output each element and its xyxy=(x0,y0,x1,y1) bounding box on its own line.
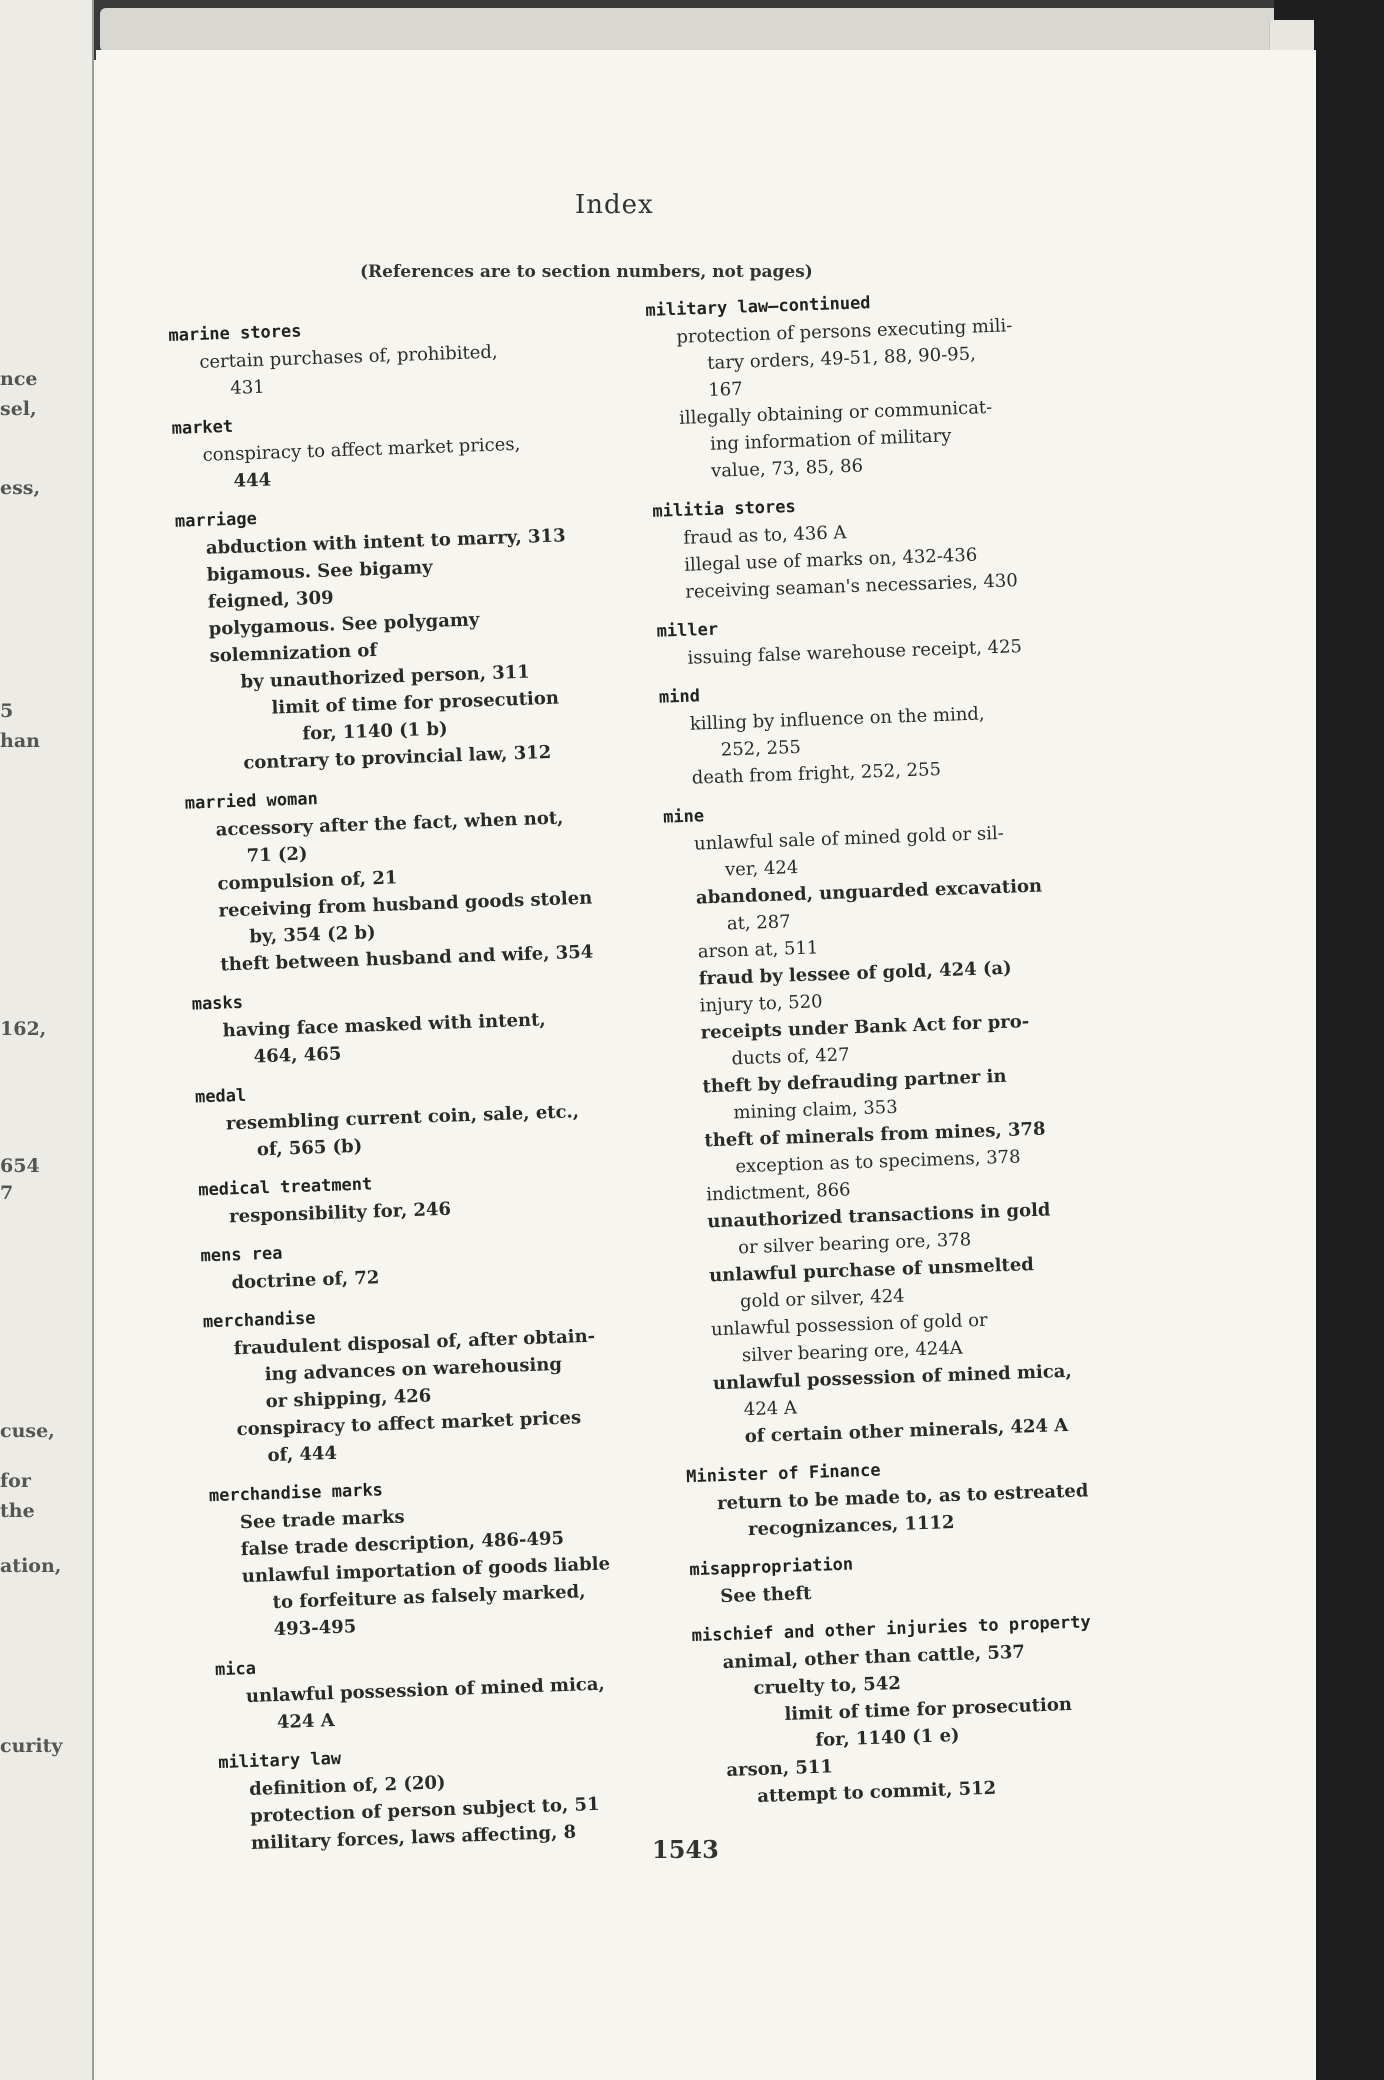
index-subentry: conspiracy to affect market prices, xyxy=(202,433,521,466)
index-subentry: theft by defrauding partner in xyxy=(702,1065,1007,1098)
bleed-fragment: 5 xyxy=(0,700,14,722)
index-heading: mischief and other injuries to property xyxy=(691,1612,1092,1647)
index-subentry: 71 (2) xyxy=(246,843,308,867)
index-heading: miller xyxy=(656,619,719,642)
index-subentry: animal, other than cattle, 537 xyxy=(722,1641,1026,1674)
index-column-right xyxy=(645,281,1188,1812)
index-subentry: by, 354 (2 b) xyxy=(249,922,376,948)
index-subentry: ing information of military xyxy=(709,425,952,455)
index-subentry: abduction with intent to marry, 313 xyxy=(205,525,566,559)
bleed-fragment: ess, xyxy=(0,477,41,499)
index-heading: masks xyxy=(191,992,244,1015)
bleed-fragment: sel, xyxy=(0,398,37,420)
index-subentry: doctrine of, 72 xyxy=(231,1267,380,1294)
index-subentry: feigned, 309 xyxy=(207,587,334,613)
index-subentry: mining claim, 353 xyxy=(733,1096,898,1124)
bleed-fragment: ation, xyxy=(0,1555,62,1577)
index-subentry: unlawful purchase of unsmelted xyxy=(708,1254,1035,1287)
index-subentry: limit of time for prosecution xyxy=(784,1693,1073,1725)
index-heading: Minister of Finance xyxy=(685,1460,881,1488)
index-subentry: exception as to specimens, 378 xyxy=(735,1146,1021,1178)
index-subentry: conspiracy to affect market prices xyxy=(236,1407,582,1441)
page-title: Index xyxy=(575,190,654,220)
index-subentry: of, 444 xyxy=(267,1442,338,1467)
index-subentry: solemnization of xyxy=(209,639,378,667)
index-subentry: 167 xyxy=(707,378,743,401)
index-subentry: receiving seaman's necessaries, 430 xyxy=(684,570,1019,603)
bleed-fragment: the xyxy=(0,1500,35,1522)
index-subentry: to forfeiture as falsely marked, xyxy=(272,1581,586,1614)
index-subentry: resembling current coin, sale, etc., xyxy=(225,1101,580,1135)
index-heading: mens rea xyxy=(200,1243,283,1267)
index-subentry: attempt to commit, 512 xyxy=(756,1777,997,1807)
index-subentry: receipts under Bank Act for pro- xyxy=(700,1011,1030,1044)
index-subentry: for, 1140 (1 e) xyxy=(815,1724,960,1751)
index-subentry: theft of minerals from mines, 378 xyxy=(704,1118,1046,1152)
bleed-fragment: nce xyxy=(0,368,38,390)
index-subentry: unlawful importation of goods liable xyxy=(241,1553,611,1588)
index-subentry: arson at, 511 xyxy=(697,937,819,963)
index-subentry: abandoned, unguarded excavation xyxy=(695,875,1043,909)
index-subentry: false trade description, 486-495 xyxy=(240,1527,565,1561)
index-subentry: unlawful sale of mined gold or sil- xyxy=(693,822,1005,855)
index-heading: marine stores xyxy=(168,321,302,346)
index-subentry: contrary to provincial law, 312 xyxy=(243,741,552,774)
bleed-fragment: for xyxy=(0,1470,31,1492)
index-heading: medal xyxy=(194,1085,247,1108)
index-subentry: value, 73, 85, 86 xyxy=(710,455,864,482)
index-subentry: illegally obtaining or communicat- xyxy=(678,396,993,429)
index-subentry: fraud as to, 436 A xyxy=(683,522,847,549)
index-subentry: receiving from husband goods stolen xyxy=(218,887,593,922)
index-column-left xyxy=(168,307,691,1858)
index-subentry: 424 A xyxy=(743,1397,798,1421)
adjacent-page-edge xyxy=(0,0,94,2080)
index-heading: mind xyxy=(658,686,701,708)
index-subentry: or shipping, 426 xyxy=(265,1385,432,1413)
index-subentry: tary orders, 49-51, 88, 90-95, xyxy=(706,343,977,374)
index-subentry: illegal use of marks on, 432-436 xyxy=(683,544,978,576)
index-heading: mine xyxy=(662,806,705,828)
index-subentry: ducts of, 427 xyxy=(731,1044,850,1070)
index-subentry: 252, 255 xyxy=(720,736,802,761)
index-subentry: unlawful possession of mined mica, xyxy=(245,1673,606,1708)
page-number: 1543 xyxy=(652,1835,719,1864)
index-subentry: silver bearing ore, 424A xyxy=(741,1337,964,1367)
index-heading: market xyxy=(171,416,234,439)
index-subentry: recognizances, 1112 xyxy=(747,1511,955,1541)
index-subentry: 493-495 xyxy=(273,1616,357,1641)
index-subentry: 424 A xyxy=(276,1710,336,1734)
index-subentry: ing advances on warehousing xyxy=(264,1353,563,1386)
index-subentry: accessory after the fact, when not, xyxy=(215,807,564,841)
bleed-fragment: curity xyxy=(0,1735,63,1757)
index-subentry: having face masked with intent, xyxy=(222,1009,546,1042)
index-subentry: killing by influence on the mind, xyxy=(689,703,985,735)
index-subentry: gold or silver, 424 xyxy=(739,1285,905,1313)
index-subentry: See trade marks xyxy=(239,1506,405,1534)
index-subentry: issuing false warehouse receipt, 425 xyxy=(687,636,1023,669)
index-heading: married woman xyxy=(184,789,319,814)
index-heading: marriage xyxy=(174,509,258,532)
index-subentry: death from fright, 252, 255 xyxy=(691,758,942,789)
index-subentry: military forces, laws affecting, 8 xyxy=(250,1821,577,1855)
bleed-fragment: 654 xyxy=(0,1155,40,1177)
index-subentry: compulsion of, 21 xyxy=(217,867,398,895)
index-subentry: unauthorized transactions in gold xyxy=(706,1199,1051,1233)
index-subentry: arson, 511 xyxy=(726,1756,834,1782)
bleed-fragment: cuse, xyxy=(0,1420,55,1442)
index-heading: militia stores xyxy=(652,496,797,522)
index-subentry: theft between husband and wife, 354 xyxy=(220,941,594,976)
bleed-fragment: han xyxy=(0,730,40,752)
page-subtitle: (References are to section numbers, not pages) xyxy=(360,262,813,282)
index-heading: medical treatment xyxy=(197,1174,373,1201)
bleed-fragment: 7 xyxy=(0,1182,14,1204)
bleed-fragment: 162, xyxy=(0,1018,47,1040)
index-heading: merchandise xyxy=(202,1308,316,1333)
index-subentry: indictment, 866 xyxy=(705,1179,851,1206)
index-subentry: unlawful possession of gold or xyxy=(710,1309,988,1341)
index-subentry: unlawful possession of mined mica, xyxy=(712,1360,1073,1395)
index-heading: mica xyxy=(214,1658,257,1681)
index-subentry: bigamous. See bigamy xyxy=(206,556,433,586)
index-subentry: return to be made to, as to estreated xyxy=(716,1480,1089,1515)
index-subentry: certain purchases of, prohibited, xyxy=(199,341,498,373)
index-subentry: of certain other minerals, 424 A xyxy=(744,1414,1069,1448)
index-subentry: 464, 465 xyxy=(253,1043,342,1068)
index-heading: military law xyxy=(217,1748,342,1774)
index-subentry: for, 1140 (1 b) xyxy=(302,718,448,745)
index-heading: misappropriation xyxy=(689,1554,854,1581)
index-subentry: injury to, 520 xyxy=(699,991,823,1017)
index-subentry: 431 xyxy=(229,376,266,399)
index-subentry: limit of time for prosecution xyxy=(271,687,560,719)
index-subentry: protection of person subject to, 51 xyxy=(249,1793,600,1828)
index-subentry: cruelty to, 542 xyxy=(753,1672,902,1700)
index-subentry: ver, 424 xyxy=(724,857,799,881)
index-subentry: at, 287 xyxy=(726,911,791,935)
index-heading: merchandise marks xyxy=(208,1480,384,1507)
index-subentry: fraudulent disposal of, after obtain- xyxy=(233,1325,596,1360)
scan-top-edge xyxy=(100,8,1280,52)
index-subentry: polygamous. See polygamy xyxy=(208,609,480,640)
index-subentry: 444 xyxy=(233,469,272,492)
index-subentry: protection of persons executing mili- xyxy=(676,315,1013,348)
index-subentry: See theft xyxy=(720,1582,812,1608)
index-subentry: fraud by lessee of gold, 424 (a) xyxy=(698,957,1012,990)
index-subentry: or silver bearing ore, 378 xyxy=(737,1229,972,1259)
index-heading: military law—continued xyxy=(645,293,871,321)
index-subentry: definition of, 2 (20) xyxy=(248,1772,446,1801)
index-subentry: by unauthorized person, 311 xyxy=(240,661,531,693)
index-subentry: responsibility for, 246 xyxy=(228,1198,452,1228)
index-subentry: of, 565 (b) xyxy=(256,1135,363,1161)
